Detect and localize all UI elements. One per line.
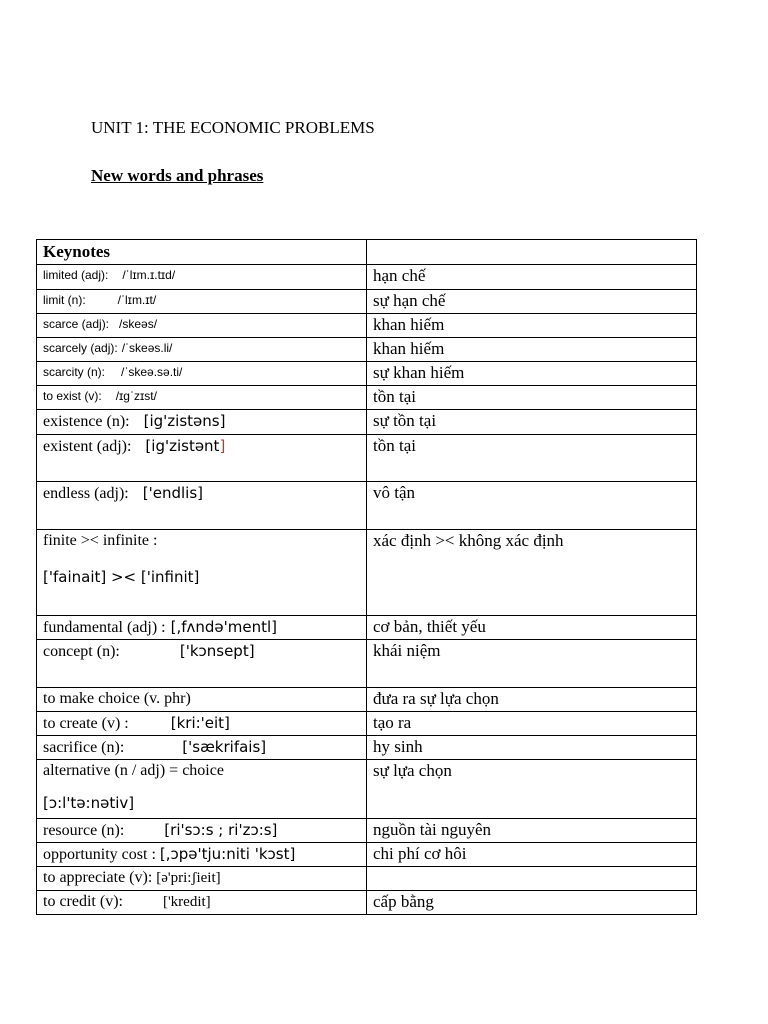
term-cell bbox=[37, 530, 367, 616]
meaning-cell: đưa ra sự lựa chọn bbox=[367, 688, 697, 712]
term-text: to make choice (v. phr) bbox=[43, 690, 191, 707]
term-text: to credit (v): bbox=[43, 893, 123, 910]
ipa-text: [ri'sɔ:s ; ri'zɔ:s] bbox=[164, 821, 278, 839]
term-text: existent (adj): bbox=[43, 438, 132, 455]
table-row bbox=[37, 265, 697, 290]
ipa-text: /ˈskeə.sə.ti/ bbox=[121, 365, 183, 379]
table-row bbox=[37, 338, 697, 362]
term-text: to create (v) : bbox=[43, 715, 129, 732]
table-row bbox=[37, 362, 697, 386]
vocabulary-table bbox=[36, 239, 697, 915]
term-cell bbox=[37, 314, 367, 338]
table-row bbox=[37, 712, 697, 736]
term-cell bbox=[37, 688, 367, 712]
ipa-text: [ɔ:l'tə:nətiv] bbox=[43, 794, 135, 812]
term-cell bbox=[37, 616, 367, 640]
term-text: alternative (n / adj) = choice bbox=[43, 762, 224, 779]
section-subtitle: New words and phrases bbox=[91, 166, 264, 185]
meaning-cell: nguồn tài nguyên bbox=[367, 819, 697, 843]
term-text: to appreciate (v): bbox=[43, 869, 153, 886]
table-row bbox=[37, 891, 697, 915]
ipa-text: ['kredit] bbox=[162, 894, 211, 910]
term-text: to exist (v): bbox=[43, 389, 102, 403]
table-row bbox=[37, 640, 697, 688]
term-text: scarce (adj): bbox=[43, 317, 110, 331]
meaning-cell: tồn tại bbox=[367, 386, 697, 410]
ipa-text: ['endlis] bbox=[142, 484, 203, 502]
ipa-text: /ˈskeəs.li/ bbox=[121, 341, 173, 355]
term-text: fundamental (adj) : bbox=[43, 619, 166, 636]
term-cell bbox=[37, 843, 367, 867]
table-row bbox=[37, 482, 697, 530]
term-cell bbox=[37, 640, 367, 688]
term-text: limited (adj): bbox=[43, 268, 109, 282]
table-row bbox=[37, 530, 697, 616]
ipa-text: ['sækrifais] bbox=[182, 738, 267, 756]
table-row bbox=[37, 819, 697, 843]
table-row bbox=[37, 867, 697, 891]
term-cell bbox=[37, 338, 367, 362]
ipa-text: [kri:'eit] bbox=[170, 714, 230, 732]
term-cell bbox=[37, 867, 367, 891]
ipa-text: /ˈlɪm.ɪ.tɪd/ bbox=[122, 268, 176, 282]
term-cell bbox=[37, 410, 367, 435]
table-header-empty bbox=[367, 240, 697, 265]
term-text: endless (adj): bbox=[43, 485, 129, 502]
meaning-cell: chi phí cơ hôi bbox=[367, 843, 697, 867]
meaning-cell: sự khan hiếm bbox=[367, 362, 697, 386]
meaning-cell: sự tồn tại bbox=[367, 410, 697, 435]
meaning-cell: sự lựa chọn bbox=[367, 760, 697, 819]
term-cell bbox=[37, 760, 367, 819]
meaning-cell: khan hiếm bbox=[367, 338, 697, 362]
term-text: concept (n): bbox=[43, 643, 120, 660]
meaning-cell bbox=[367, 867, 697, 891]
term-text: scarcity (n): bbox=[43, 365, 106, 379]
term-cell bbox=[37, 736, 367, 760]
ipa-text: [ig'zistəns] bbox=[143, 412, 226, 430]
term-text: limit (n): bbox=[43, 293, 86, 307]
term-text: existence (n): bbox=[43, 413, 130, 430]
term-text: opportunity cost : bbox=[43, 846, 156, 863]
term-cell bbox=[37, 819, 367, 843]
meaning-cell: tồn tại bbox=[367, 435, 697, 482]
term-text: resource (n): bbox=[43, 822, 125, 839]
unit-title: UNIT 1: THE ECONOMIC PROBLEMS bbox=[91, 118, 375, 137]
ipa-text: /ɪɡˈzɪst/ bbox=[115, 389, 157, 403]
term-cell bbox=[37, 290, 367, 314]
meaning-cell: sự hạn chế bbox=[367, 290, 697, 314]
term-cell bbox=[37, 712, 367, 736]
meaning-cell: xác định >< không xác định bbox=[367, 530, 697, 616]
table-row bbox=[37, 290, 697, 314]
table-row bbox=[37, 843, 697, 867]
ipa-bracket: ] bbox=[219, 437, 226, 455]
term-cell bbox=[37, 386, 367, 410]
term-text: scarcely (adj): bbox=[43, 341, 118, 355]
meaning-cell: hạn chế bbox=[367, 265, 697, 290]
ipa-text: [ə'pri:ʃieit] bbox=[156, 870, 221, 886]
meaning-cell: cơ bản, thiết yếu bbox=[367, 616, 697, 640]
term-cell bbox=[37, 435, 367, 482]
table-row bbox=[37, 435, 697, 482]
table-row bbox=[37, 760, 697, 819]
ipa-text: [,ɔpə'tju:niti 'kɔst] bbox=[159, 845, 296, 863]
term-text: sacrifice (n): bbox=[43, 739, 125, 756]
ipa-text: [ig'zistənt bbox=[145, 437, 220, 455]
meaning-cell: tạo ra bbox=[367, 712, 697, 736]
term-text: finite >< infinite : bbox=[43, 532, 158, 549]
table-row bbox=[37, 616, 697, 640]
term-cell bbox=[37, 891, 367, 915]
table-header-keynotes: Keynotes bbox=[37, 240, 367, 265]
meaning-cell: khan hiếm bbox=[367, 314, 697, 338]
table-row bbox=[37, 386, 697, 410]
term-cell bbox=[37, 482, 367, 530]
term-cell bbox=[37, 362, 367, 386]
term-cell bbox=[37, 265, 367, 290]
table-row bbox=[37, 410, 697, 435]
ipa-text: /skeəs/ bbox=[119, 317, 158, 331]
ipa-text: ['fainait] >< ['infinit] bbox=[43, 568, 200, 586]
meaning-cell: vô tận bbox=[367, 482, 697, 530]
table-row bbox=[37, 736, 697, 760]
ipa-text: /ˈlɪm.ɪt/ bbox=[117, 293, 157, 307]
table-row bbox=[37, 688, 697, 712]
table-header-row bbox=[37, 240, 697, 265]
ipa-text: ['kɔnsept] bbox=[179, 642, 255, 660]
meaning-cell: khái niệm bbox=[367, 640, 697, 688]
meaning-cell: hy sinh bbox=[367, 736, 697, 760]
ipa-text: [,fʌndə'mentl] bbox=[170, 618, 278, 636]
table-row bbox=[37, 314, 697, 338]
meaning-cell: cấp bằng bbox=[367, 891, 697, 915]
